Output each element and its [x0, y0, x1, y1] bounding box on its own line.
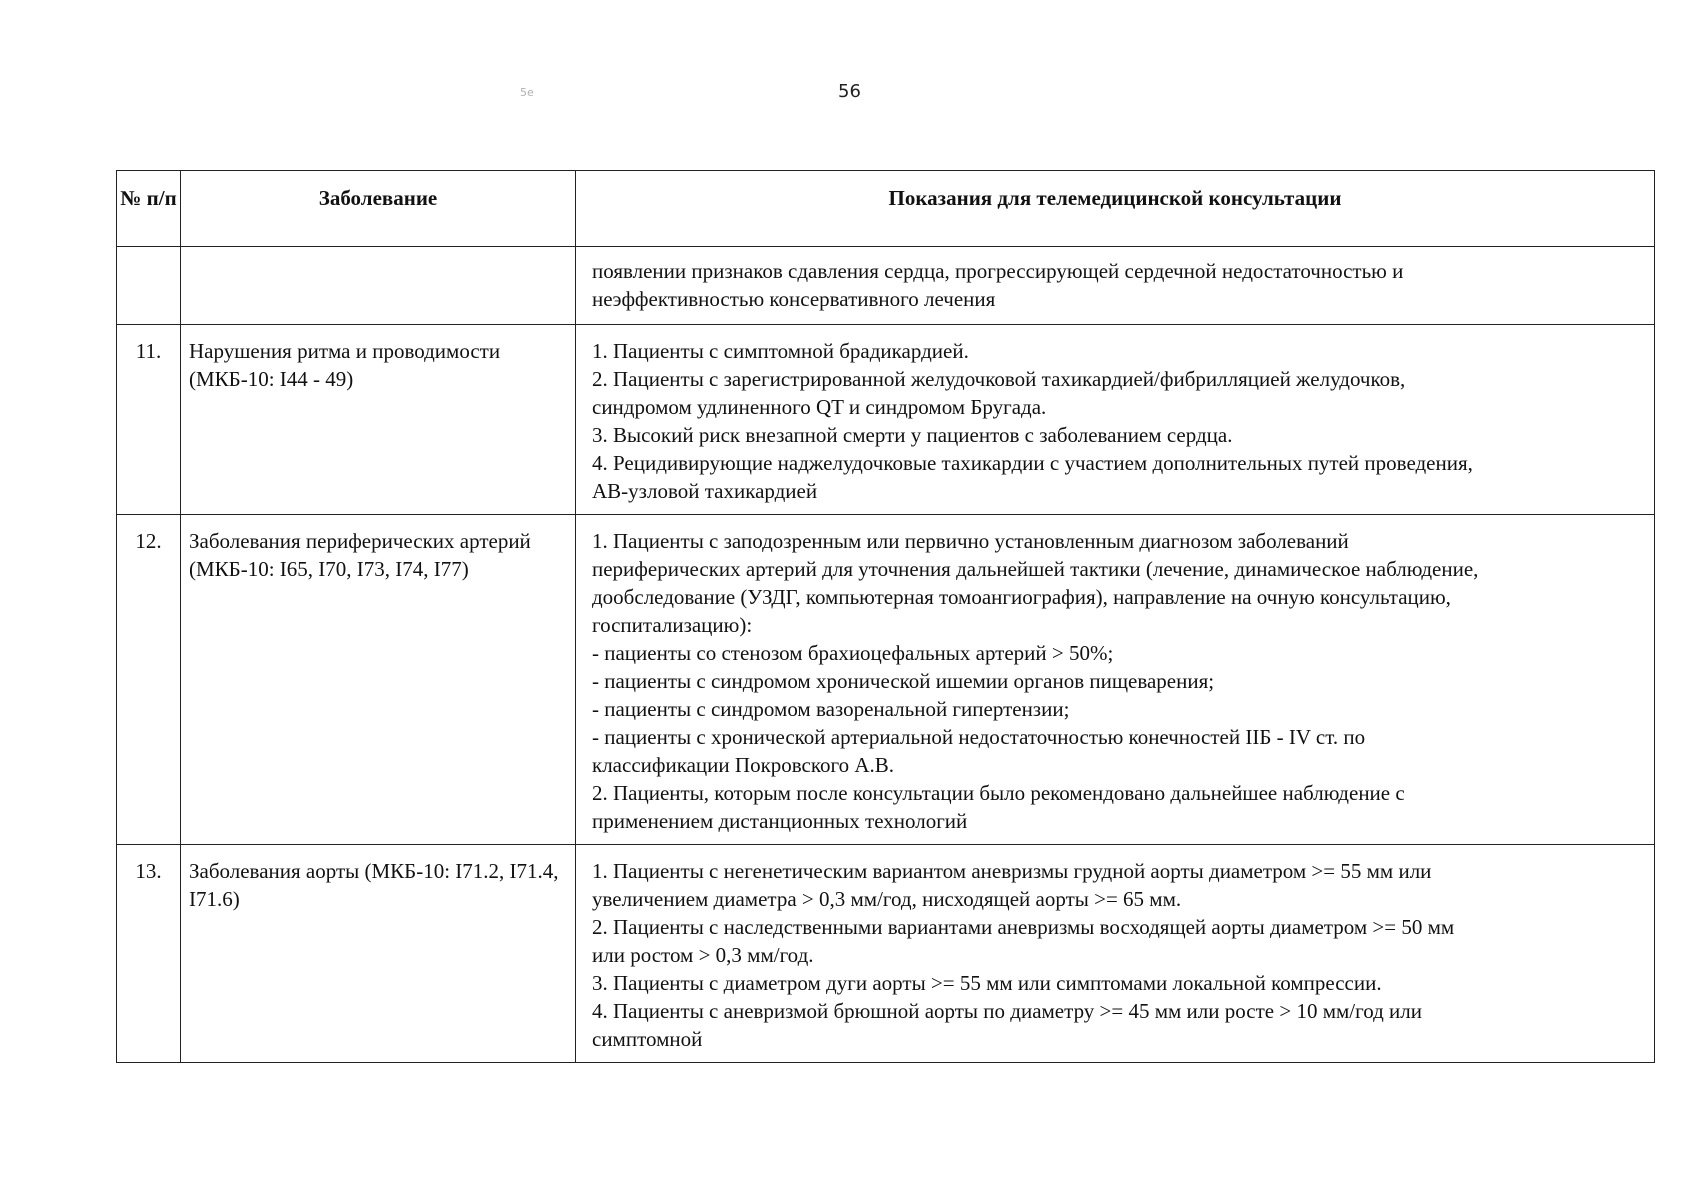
indication-line: 1. Пациенты с негенетическим вариантом аневризмы грудной аорты диаметром >= 55 мм или — [592, 859, 1432, 883]
indication-line: 3. Высокий риск внезапной смерти у пациентов с заболеванием сердца. — [592, 423, 1233, 447]
table-row-continuation — [117, 247, 1655, 325]
indication-line: периферических артерий для уточнения дальнейшей тактики (лечение, динамическое наблюдение, — [592, 557, 1479, 581]
page-number: 56 — [838, 81, 861, 102]
header-number: № п/п — [117, 171, 181, 247]
indication-line: 1. Пациенты с заподозренным или первично установленным диагнозом заболеваний — [592, 529, 1349, 553]
indication-line: или ростом > 0,3 мм/год. — [592, 943, 814, 967]
indication-line: 2. Пациенты с зарегистрированной желудочковой тахикардией/фибрилляцией желудочков, — [592, 367, 1406, 391]
indication-line: - пациенты с синдромом вазоренальной гипертензии; — [592, 697, 1070, 721]
scan-artifact-mark: 5е — [520, 86, 534, 99]
cell-number: 12. — [117, 515, 181, 845]
cell-disease: Заболевания периферических артерий (МКБ-10: I65, I70, I73, I74, I77) — [181, 515, 576, 845]
header-disease: Заболевание — [181, 171, 576, 247]
indications-table — [116, 170, 1655, 1063]
cell-indications — [576, 845, 1655, 1063]
indication-line: АВ-узловой тахикардией — [592, 479, 818, 503]
indication-line: классификации Покровского А.В. — [592, 753, 895, 777]
cell-indications — [576, 325, 1655, 515]
indication-line: увеличением диаметра > 0,3 мм/год, нисходящей аорты >= 65 мм. — [592, 887, 1182, 911]
indication-line: появлении признаков сдавления сердца, прогрессирующей сердечной недостаточностью и — [592, 259, 1404, 283]
indication-line: - пациенты со стенозом брахиоцефальных артерий > 50%; — [592, 641, 1114, 665]
cell-disease: Нарушения ритма и проводимости (МКБ-10: I44 - 49) — [181, 325, 576, 515]
indication-line: 4. Пациенты с аневризмой брюшной аорты по диаметру >= 45 мм или росте > 10 мм/год или — [592, 999, 1422, 1023]
indication-line: 2. Пациенты с наследственными вариантами аневризмы восходящей аорты диаметром >= 50 мм — [592, 915, 1455, 939]
table-row — [117, 845, 1655, 1063]
cell-disease — [181, 247, 576, 325]
indication-line: 3. Пациенты с диаметром дуги аорты >= 55 мм или симптомами локальной компрессии. — [592, 971, 1382, 995]
cell-disease: Заболевания аорты (МКБ-10: I71.2, I71.4, I71.6) — [181, 845, 576, 1063]
indication-line: синдромом удлиненного QT и синдромом Бругада. — [592, 395, 1047, 419]
indication-line: 2. Пациенты, которым после консультации было рекомендовано дальнейшее наблюдение с — [592, 781, 1405, 805]
table-row — [117, 515, 1655, 845]
indication-line: 4. Рецидивирующие наджелудочковые тахикардии с участием дополнительных путей проведения, — [592, 451, 1473, 475]
indication-line: неэффективностью консервативного лечения — [592, 287, 996, 311]
header-indications: Показания для телемедицинской консультации — [576, 171, 1655, 247]
cell-indications — [576, 515, 1655, 845]
indication-line: симптомной — [592, 1027, 703, 1051]
indication-line: применением дистанционных технологий — [592, 809, 968, 833]
cell-number: 13. — [117, 845, 181, 1063]
indication-line: - пациенты с хронической артериальной недостаточностью конечностей IIБ - IV ст. по — [592, 725, 1366, 749]
indication-line: госпитализацию): — [592, 613, 753, 637]
cell-number: 11. — [117, 325, 181, 515]
indication-line: дообследование (УЗДГ, компьютерная томоангиография), направление на очную консультацию, — [592, 585, 1451, 609]
table-row — [117, 325, 1655, 515]
table-header-row — [117, 171, 1655, 247]
indication-line: - пациенты с синдромом хронической ишемии органов пищеварения; — [592, 669, 1215, 693]
cell-indications — [576, 247, 1655, 325]
cell-number — [117, 247, 181, 325]
indication-line: 1. Пациенты с симптомной брадикардией. — [592, 339, 969, 363]
